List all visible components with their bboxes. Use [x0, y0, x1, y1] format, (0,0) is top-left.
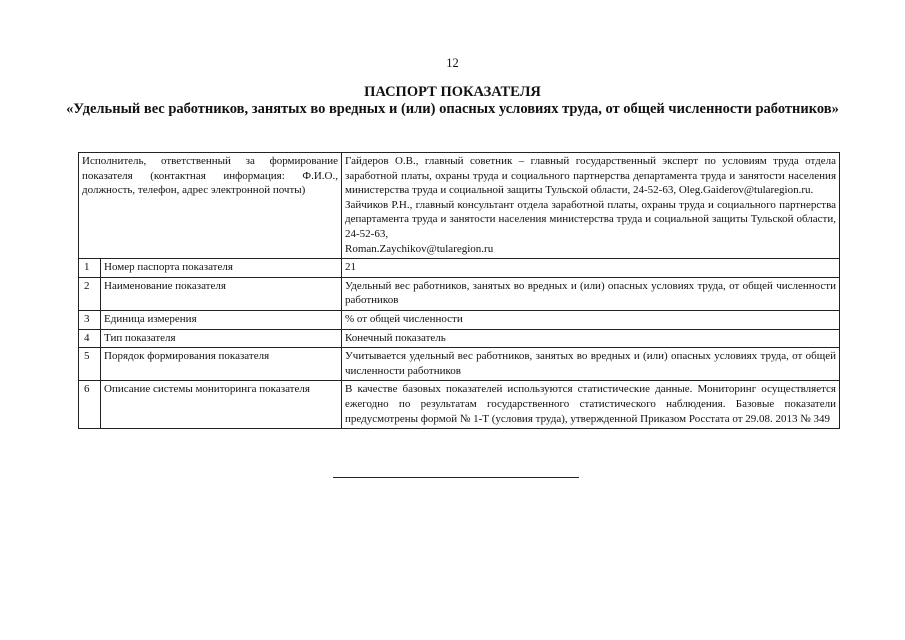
table-row	[79, 329, 840, 348]
title-subject: «Удельный вес работников, занятых во вредных и (или) опасных условиях труда, от общей численности работников»	[66, 101, 839, 117]
row-value: В качестве базовых показателей используются статистические данные. Мониторинг осуществляется ежегодно по результатам государственного статистического наблюдения. Базовые показатели предусмотрены формой № 1-Т (условия труда), утвержденной Приказом Росстата от 29.08. 2013 № 349	[342, 381, 840, 429]
row-value: % от общей численности	[342, 310, 840, 329]
table-row	[79, 259, 840, 278]
table-row	[79, 277, 840, 310]
table-row-executor	[79, 153, 840, 259]
executor-value-cell	[342, 153, 840, 259]
row-value: Конечный показатель	[342, 329, 840, 348]
table-row	[79, 310, 840, 329]
row-number: 3	[79, 310, 101, 329]
row-value: 21	[342, 259, 840, 278]
executor-person-2-email: Roman.Zaychikov@tularegion.ru	[345, 242, 494, 255]
row-value: Удельный вес работников, занятых во вредных и (или) опасных условиях труда, от общей численности работников	[342, 277, 840, 310]
row-number: 5	[79, 348, 101, 381]
row-number: 6	[79, 381, 101, 429]
row-number: 4	[79, 329, 101, 348]
row-value: Учитывается удельный вес работников, занятых во вредных и (или) опасных условиях труда, от общей численности работников	[342, 348, 840, 381]
passport-table	[78, 152, 840, 429]
title-heading: ПАСПОРТ ПОКАЗАТЕЛЯ	[364, 84, 541, 100]
page-number: 12	[446, 56, 459, 70]
table-row	[79, 381, 840, 429]
executor-label-cell: Исполнитель, ответственный за формирование показателя (контактная информация: Ф.И.О., должность, телефон, адрес электронной почты)	[79, 153, 342, 259]
executor-person-2: Зайчиков Р.Н., главный консультант отдела заработной платы, охраны труда и социального партнерства департамента труда и занятости населения министерства труда и социальной защиты Тульской области, 24-52-63,	[345, 198, 836, 240]
row-label: Тип показателя	[101, 329, 342, 348]
row-number: 2	[79, 277, 101, 310]
bottom-divider	[333, 477, 579, 478]
row-label: Номер паспорта показателя	[101, 259, 342, 278]
row-label: Наименование показателя	[101, 277, 342, 310]
row-label: Единица измерения	[101, 310, 342, 329]
executor-person-1: Гайдеров О.В., главный советник – главный государственный эксперт по условиям труда отдела заработной платы, охраны труда и социального партнерства департамента труда и занятости населения министерства труда и социальной защиты Тульской области, 24-52-63, Oleg.Gaiderov@tularegion.ru.	[345, 155, 836, 197]
row-number: 1	[79, 259, 101, 278]
table-row	[79, 348, 840, 381]
row-label: Порядок формирования показателя	[101, 348, 342, 381]
document-title	[60, 84, 845, 118]
row-label: Описание системы мониторинга показателя	[101, 381, 342, 429]
